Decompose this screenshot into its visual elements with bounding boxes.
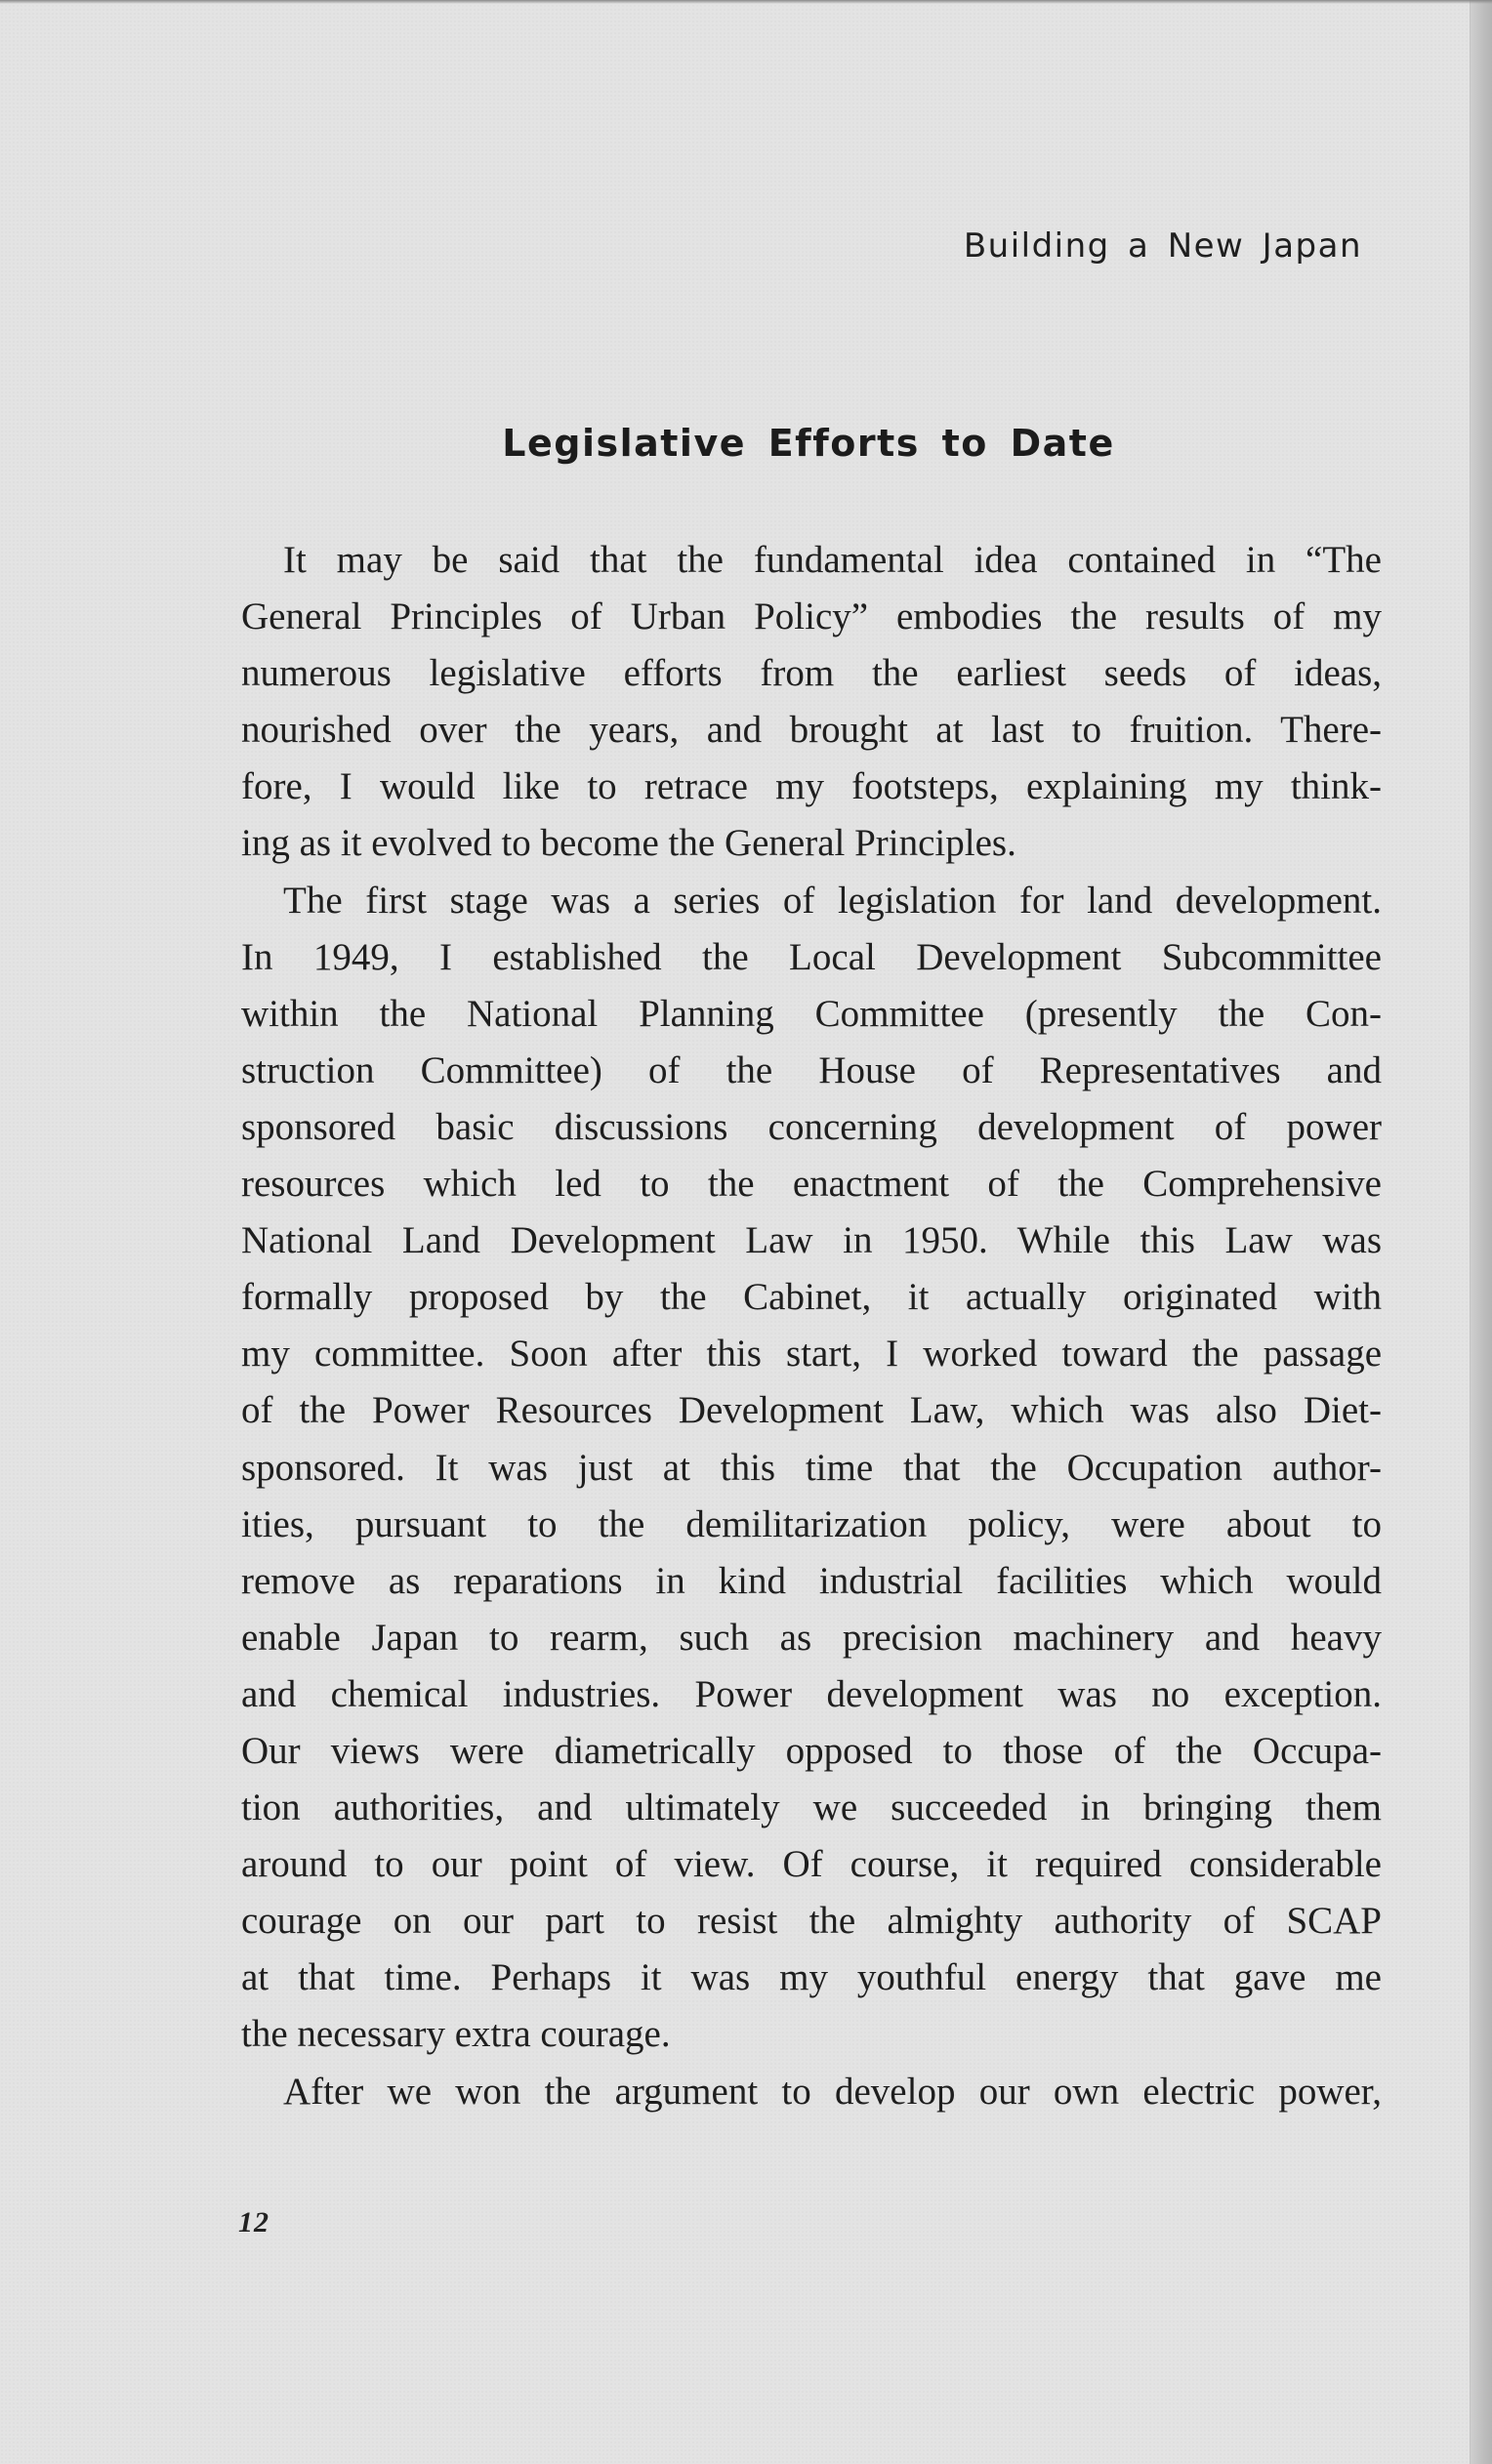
text-line: Our views were diametrically opposed to those of the Occupa- (241, 1729, 1382, 1772)
running-head: Building a New Japan (963, 226, 1362, 266)
text-line: General Principles of Urban Policy” embodies the results of my (241, 595, 1382, 638)
text-line: ing as it evolved to become the General Principles. (241, 822, 1016, 865)
text-line: my committee. Soon after this start, I worked toward the passage (241, 1333, 1382, 1376)
paragraph (241, 873, 1382, 2064)
text-line: It may be said that the fundamental idea contained in “The (283, 539, 1382, 581)
page-number: 12 (238, 2206, 269, 2238)
text-line: fore, I would like to retrace my footsteps, explaining my think- (241, 765, 1382, 808)
page-edge (1470, 0, 1492, 2464)
section-title: Legislative Efforts to Date (502, 422, 1115, 465)
paragraph (241, 532, 1382, 873)
text-line: tion authorities, and ultimately we succeeded in bringing them (241, 1786, 1382, 1829)
text-line: within the National Planning Committee (presently the Con- (241, 992, 1382, 1035)
text-line: resources which led to the enactment of the Comprehensive (241, 1163, 1382, 1206)
text-line: numerous legislative efforts from the earliest seeds of ideas, (241, 652, 1382, 695)
text-line: ities, pursuant to the demilitarization policy, were about to (241, 1502, 1382, 1545)
text-line: the necessary extra courage. (241, 2013, 671, 2056)
text-line: The first stage was a series of legislation for land development. (283, 879, 1382, 922)
body-text (241, 532, 1382, 2120)
text-line: enable Japan to rearm, such as precision machinery and heavy (241, 1616, 1382, 1659)
text-line: courage on our part to resist the almighty authority of SCAP (241, 1900, 1382, 1943)
text-line: and chemical industries. Power development was no exception. (241, 1672, 1382, 1715)
text-line: sponsored basic discussions concerning development of power (241, 1105, 1382, 1148)
text-line: formally proposed by the Cabinet, it actually originated with (241, 1276, 1382, 1319)
text-line: sponsored. It was just at this time that the Occupation author- (241, 1446, 1382, 1489)
text-line: National Land Development Law in 1950. While this Law was (241, 1219, 1382, 1262)
text-line: around to our point of view. Of course, it required considerable (241, 1843, 1382, 1886)
text-line: struction Committee) of the House of Representatives and (241, 1048, 1382, 1091)
text-line: remove as reparations in kind industrial facilities which would (241, 1559, 1382, 1602)
text-line: After we won the argument to develop our own electric power, (283, 2070, 1382, 2113)
text-line: of the Power Resources Development Law, which was also Diet- (241, 1389, 1382, 1432)
text-line: nourished over the years, and brought at last to fruition. There- (241, 709, 1382, 752)
text-line: at that time. Perhaps it was my youthful energy that gave me (241, 1956, 1382, 1999)
top-edge-shadow (0, 0, 1492, 4)
paragraph (241, 2064, 1382, 2120)
text-line: In 1949, I established the Local Development Subcommittee (241, 935, 1382, 978)
